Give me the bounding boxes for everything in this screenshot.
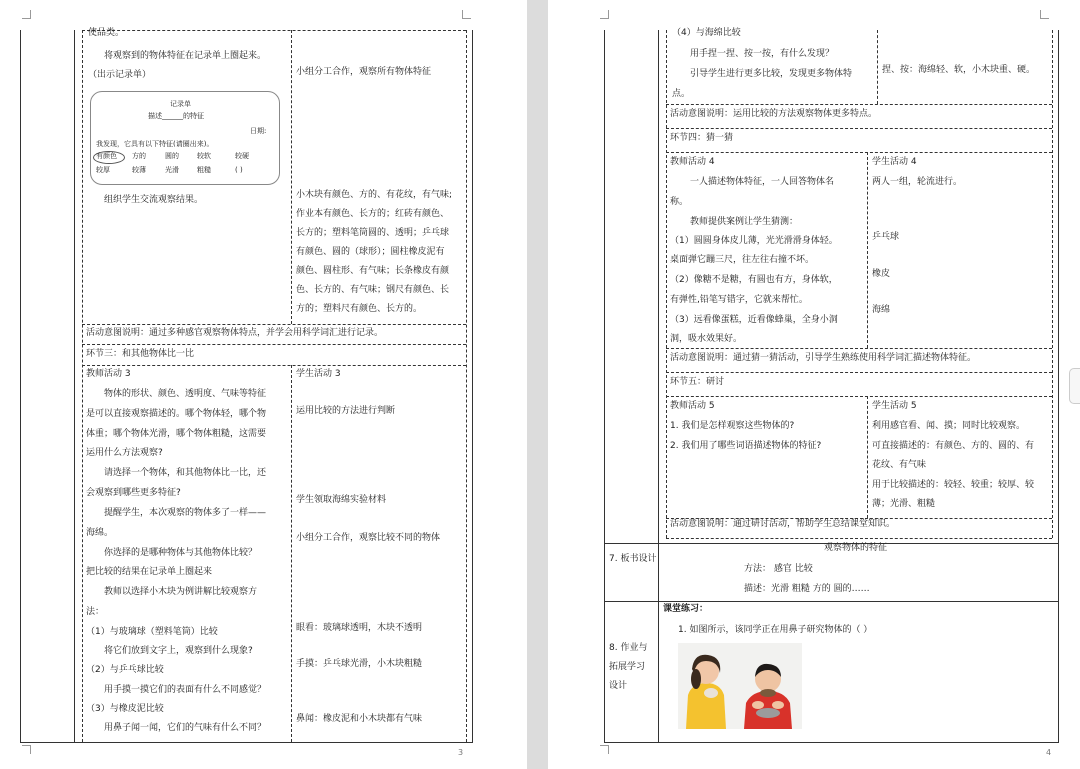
homework-label: 8. 作业与: [609, 643, 648, 653]
board-title: 观察物体的特征: [824, 543, 888, 553]
board-design-label: 7. 板书设计: [609, 554, 657, 564]
homework-label: 设计: [609, 681, 628, 691]
student-text: 橡皮: [872, 269, 891, 279]
table-border-right: [472, 30, 473, 742]
text-line: 把比较的结果在记录单上圈起来: [86, 567, 213, 577]
board-description: 描述：光滑 粗糙 方的 圆的……: [744, 584, 870, 594]
student-text: 用于比较描述的：较轻、较重；较厚、较: [872, 480, 1035, 490]
student-text: 作业本有颜色、长方的；红砖有颜色、: [296, 209, 450, 219]
record-sheet-title: 记录单: [170, 100, 191, 108]
student-text: 鼻闻：橡皮泥和小木块都有气味: [296, 714, 423, 724]
student-activity-heading: 学生活动 4: [872, 157, 917, 167]
inner-border-left: [82, 30, 83, 742]
inner-border-right: [466, 30, 467, 742]
student-text: 手摸：乒乓球光滑，小木块粗糙: [296, 659, 423, 669]
exercise-title: 课堂练习：: [663, 604, 709, 614]
text-line: 物体的形状、颜色、透明度、气味等特征: [104, 389, 267, 399]
discussion-question: 1. 我们是怎样观察这些物体的?: [670, 421, 795, 431]
text-line: 引导学生进行更多比较，发现更多物体特: [690, 69, 853, 79]
text-line: 你选择的是哪种物体与其他物体比较？: [104, 548, 258, 558]
student-text: 乒乓球: [872, 232, 900, 242]
activity-intent: 活动意图说明：通过猜一猜活动，引导学生熟练使用科学词汇描述物体特征。: [670, 353, 977, 363]
text-line: 组织学生交流观察结果。: [104, 195, 204, 205]
student-text: 色、长方的、有气味；钢尺有颜色、长: [296, 285, 450, 295]
student-text: 长方的；塑料笔筒圆的、透明；乒乓球: [296, 228, 450, 238]
text-line: 用手捏一捏、按一按，有什么发现？: [690, 49, 835, 59]
text-line: 教师提供案例让学生猜测：: [690, 217, 799, 227]
student-text: 薄；光滑、粗糙: [872, 499, 936, 509]
activity-intent: 活动意图说明：通过研讨活动，帮助学生总结课堂知识。: [670, 519, 896, 529]
record-option: 方的: [132, 152, 146, 160]
text-line: 将它们放到文字上，观察到什么现象?: [104, 646, 253, 656]
activity-intent: 活动意图说明：通过多种感官观察物体特点，并学会用科学词汇进行记录。: [86, 328, 384, 338]
record-option: 有颜色: [96, 152, 117, 160]
student-activity-heading: 学生活动 5: [872, 401, 917, 411]
text-line: 运用什么方法观察?: [86, 448, 163, 458]
text-line: 是可以直接观察描述的。哪个物体轻，哪个物: [86, 409, 267, 419]
text-line: 使品类。: [88, 28, 125, 38]
text-line: （2）像糖不是糖，有圆也有方，身体软，: [670, 275, 838, 285]
text-line: 法：: [86, 607, 105, 617]
text-line: 桌面弹它蹦三尺，往左往右撞不坏。: [670, 255, 815, 265]
text-line: 点。: [672, 89, 691, 99]
teacher-activity-heading: 教师活动 3: [86, 369, 131, 379]
student-text: 有颜色、圆的（球形）；圆柱橡皮泥有: [296, 247, 445, 257]
text-line: 教师以选择小木块为例讲解比较观察方: [104, 587, 258, 597]
record-sheet-found: 我发现，它具有以下特征(请圈出来)。: [96, 140, 214, 148]
student-text: 小组分工合作，观察所有物体特征: [296, 67, 432, 77]
crop-mark: [22, 745, 31, 754]
row-divider: [82, 365, 466, 366]
record-option: 光滑: [165, 166, 179, 174]
text-line: 体重；哪个物体光滑，哪个物体粗糙，这需要: [86, 429, 267, 439]
teacher-activity-heading: 教师活动 4: [670, 157, 715, 167]
crop-mark: [462, 10, 471, 19]
student-text: 利用感官看、闻、摸；同时比较观察。: [872, 421, 1026, 431]
student-text: 学生领取海绵实验材料: [296, 495, 387, 505]
side-panel-toggle[interactable]: [1069, 368, 1080, 404]
text-line: 会观察到哪些更多特征?: [86, 488, 181, 498]
text-line: （1）圆圆身体皮儿薄，光光滑滑身体轻。: [670, 236, 838, 246]
record-option: 粗糙: [197, 166, 211, 174]
student-text: 捏、按：海绵轻、软，小木块重、硬。: [882, 65, 1036, 75]
text-line: （2）与乒乓球比较: [86, 665, 164, 675]
teacher-activity-heading: 教师活动 5: [670, 401, 715, 411]
text-line: （1）与玻璃球（塑料笔筒）比较: [86, 627, 218, 637]
table-border-bottom: [20, 742, 473, 743]
table-border-left: [20, 30, 21, 742]
text-line: （4）与海绵比较: [672, 28, 741, 38]
discussion-question: 2. 我们用了哪些词语描述物体的特征?: [670, 441, 822, 451]
text-line: 请选择一个物体，和其他物体比一比，还: [104, 468, 267, 478]
text-line: 称。: [670, 197, 689, 207]
student-text: 眼看：玻璃球透明，木块不透明: [296, 623, 423, 633]
crop-mark: [1040, 10, 1049, 19]
crop-mark: [22, 10, 31, 19]
exercise-question: 1. 如图所示，该同学正在用鼻子研究物体的（ ）: [678, 625, 873, 635]
crop-mark: [600, 10, 609, 19]
text-line: 有弹性,铅笔写错字，它就来帮忙。: [670, 295, 808, 305]
text-line: 将观察到的物体特征在记录单上圈起来。: [104, 51, 267, 61]
text-line: 用手摸一摸它们的表面有什么不同感觉？: [104, 685, 267, 695]
record-option: 圆的: [165, 152, 179, 160]
text-line: （3）远看像蛋糕，近看像蜂巢，全身小洞: [670, 315, 838, 325]
text-line: 洞，吸水效果好。: [670, 334, 743, 344]
text-line: 一人描述物体特征，一人回答物体名: [690, 177, 835, 187]
row-divider: [82, 344, 466, 345]
student-text: 花纹、有气味: [872, 460, 927, 470]
text-line: 用鼻子闻一闻，它们的气味有什么不同？: [104, 723, 267, 733]
record-option: 较薄: [132, 166, 146, 174]
record-sheet-date: 日期:: [250, 127, 267, 135]
student-text: 海绵: [872, 305, 891, 315]
inner-border-top: [82, 30, 466, 31]
student-text: 小组分工合作，观察比较不同的物体: [296, 533, 441, 543]
activity-intent: 活动意图说明：运用比较的方法观察物体更多特点。: [670, 109, 878, 119]
column-divider: [291, 30, 292, 324]
record-option: 较软: [197, 152, 211, 160]
table-border-col1: [74, 30, 75, 742]
student-text: 方的；塑料尺有颜色、长方的。: [296, 304, 423, 314]
student-text: 颜色、圆柱形、有气味；长条橡皮有颜: [296, 266, 450, 276]
student-text: 两人一组，轮流进行。: [872, 177, 963, 187]
text-line: （3）与橡皮泥比较: [86, 704, 164, 714]
text-line: 提醒学生，本次观察的物体多了一样——: [104, 508, 267, 518]
student-activity-heading: 学生活动 3: [296, 369, 341, 379]
column-divider: [291, 365, 292, 742]
record-option: ( ): [235, 166, 243, 174]
page-gap: [527, 0, 548, 769]
page-number: 4: [1046, 748, 1052, 757]
document-page-4: [548, 0, 1080, 769]
student-text: 可直接描述的：有颜色、方的、圆的、有: [872, 441, 1035, 451]
segment-title: 环节五：研讨: [670, 377, 725, 387]
text-line: 海绵。: [86, 528, 114, 538]
row-divider: [82, 324, 466, 325]
record-option: 较厚: [96, 166, 110, 174]
board-method: 方法： 感官 比较: [744, 564, 813, 574]
student-text: 运用比较的方法进行判断: [296, 406, 396, 416]
segment-title: 环节四：猜一猜: [670, 133, 734, 143]
text-line: （出示记录单）: [88, 70, 152, 80]
homework-label: 拓展学习: [609, 662, 646, 672]
record-option: 较硬: [235, 152, 249, 160]
student-text: 小木块有颜色、方的、有花纹，有气味;: [296, 190, 453, 200]
segment-title: 环节三：和其他物体比一比: [86, 349, 195, 359]
document-page-3: [0, 0, 527, 769]
record-sheet-describe: 描述______的特征: [148, 112, 204, 120]
page-number: 3: [458, 748, 464, 757]
